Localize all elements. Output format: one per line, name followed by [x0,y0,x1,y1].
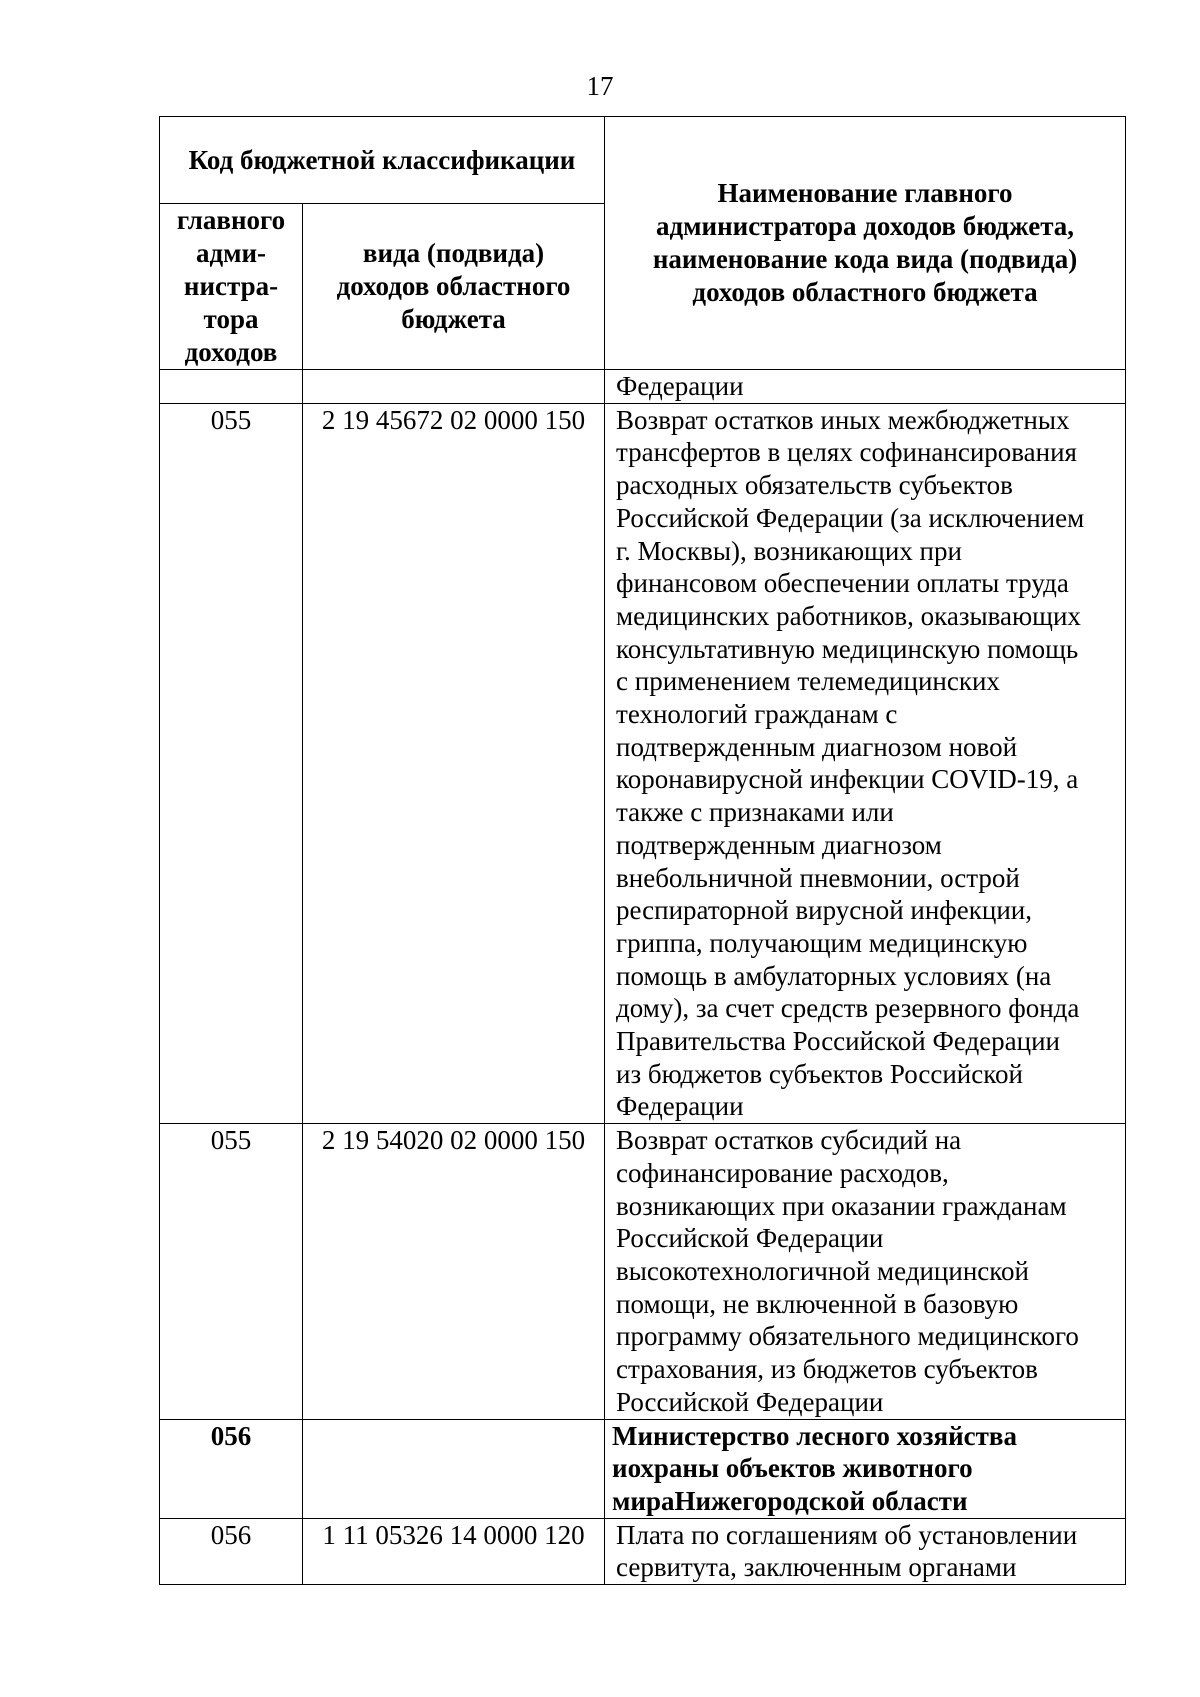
text-line: помощь в амбулаторных условиях (на [616,960,1052,991]
text-line: с применением телемедицинских [616,666,1000,697]
header-admin-line: доходов [184,337,278,367]
table-row [160,1419,1126,1518]
table-row [160,1518,1126,1584]
admin-code-cell [160,370,303,404]
budget-classification-table [159,116,1126,1585]
text-line: Федерации [616,1091,744,1122]
text-line: охраны объектов животного мира [612,1453,973,1516]
text-line: Министерство лесного хозяйства и [612,1420,1017,1484]
admin-code-cell: 056 [160,1419,303,1518]
text-line: Плата по соглашениям об установлении [616,1519,1078,1550]
text-line: гриппа, получающим медицинскую [616,927,1028,958]
text-line: возникающих при оказании гражданам [616,1190,1067,1221]
text-line: Возврат остатков иных межбюджетных [616,404,1070,435]
header-admin-line: главного [176,205,286,235]
classification-code-cell: 1 11 05326 14 0000 120 [303,1518,605,1584]
header-admin-line: адми- [195,238,267,268]
classification-code-cell: 2 19 45672 02 0000 150 [303,403,605,1123]
income-name-cell [605,1124,1126,1419]
table-body [160,370,1126,1585]
text-line: подтвержденным диагнозом новой [616,731,1018,762]
text-line: Федерации [616,371,744,401]
header-admin-column [160,204,303,370]
header-kind-line: вида (подвида) [362,238,545,268]
header-name-line: наименование кода вида (подвида) [652,244,1078,274]
header-kind-line: доходов областного [336,271,571,301]
classification-code-cell [303,1419,605,1518]
header-name-line: доходов областного бюджета [692,277,1038,307]
income-name-cell [605,403,1126,1123]
text-line: Возврат остатков субсидий на [616,1125,962,1156]
header-kind-line: бюджета [401,304,506,334]
text-line: высокотехнологичной медицинской [616,1255,1029,1286]
income-name-cell [605,1518,1126,1584]
table-row [160,403,1126,1123]
text-line: внебольничной пневмонии, острой [616,862,1020,893]
income-name-cell [605,370,1126,404]
text-line: также с признаками или [616,797,894,828]
header-group-code: Код бюджетной классификации [160,117,605,204]
header-admin-line: нистра- [183,271,279,301]
text-line: дому), за счет средств резервного фонда [616,993,1080,1024]
header-name-column [605,117,1126,370]
text-line: коронавирусной инфекции COVID-19, а [616,764,1079,795]
text-line: Российской Федерации (за исключением [616,502,1085,533]
text-line: трансфертов в целях софинансирования [616,437,1077,468]
admin-code-cell: 055 [160,403,303,1123]
page-number: 17 [586,71,614,101]
text-line: Российской Федерации [616,1386,884,1417]
header-name-line: Наименование главного [717,178,1013,208]
header-admin-line: тора [203,304,259,334]
text-line: респираторной вирусной инфекции, [616,895,1032,926]
text-line: технологий гражданам с [616,699,898,730]
text-line: медицинских работников, оказывающих [616,600,1081,631]
text-line: финансовом обеспечении оплаты труда [616,568,1069,599]
text-line: Российской Федерации [616,1223,884,1254]
text-line: Нижегородской области [674,1485,968,1516]
admin-code-cell: 055 [160,1124,303,1419]
header-kind-column [303,204,605,370]
text-line: страхования, из бюджетов субъектов [616,1354,1038,1385]
classification-code-cell [303,370,605,404]
text-line: Правительства Российской Федерации [616,1026,1060,1057]
text-line: сервитута, заключенным органами [616,1552,1017,1583]
header-name-line: администратора доходов бюджета, [655,211,1075,241]
administrator-name-cell [605,1419,1126,1518]
text-line: подтвержденным диагнозом [616,829,942,860]
classification-code-cell: 2 19 54020 02 0000 150 [303,1124,605,1419]
admin-code-cell: 056 [160,1518,303,1584]
text-line: софинансирование расходов, [616,1157,949,1188]
text-line: помощи, не включенной в базовую [616,1288,1019,1319]
text-line: из бюджетов субъектов Российской [616,1058,1023,1089]
text-line: программу обязательного медицинского [616,1321,1079,1352]
table-row [160,1124,1126,1419]
text-line: консультативную медицинскую помощь [616,633,1079,664]
text-line: г. Москвы), возникающих при [616,535,962,566]
text-line: расходных обязательств субъектов [616,470,1013,501]
table-row [160,370,1126,404]
